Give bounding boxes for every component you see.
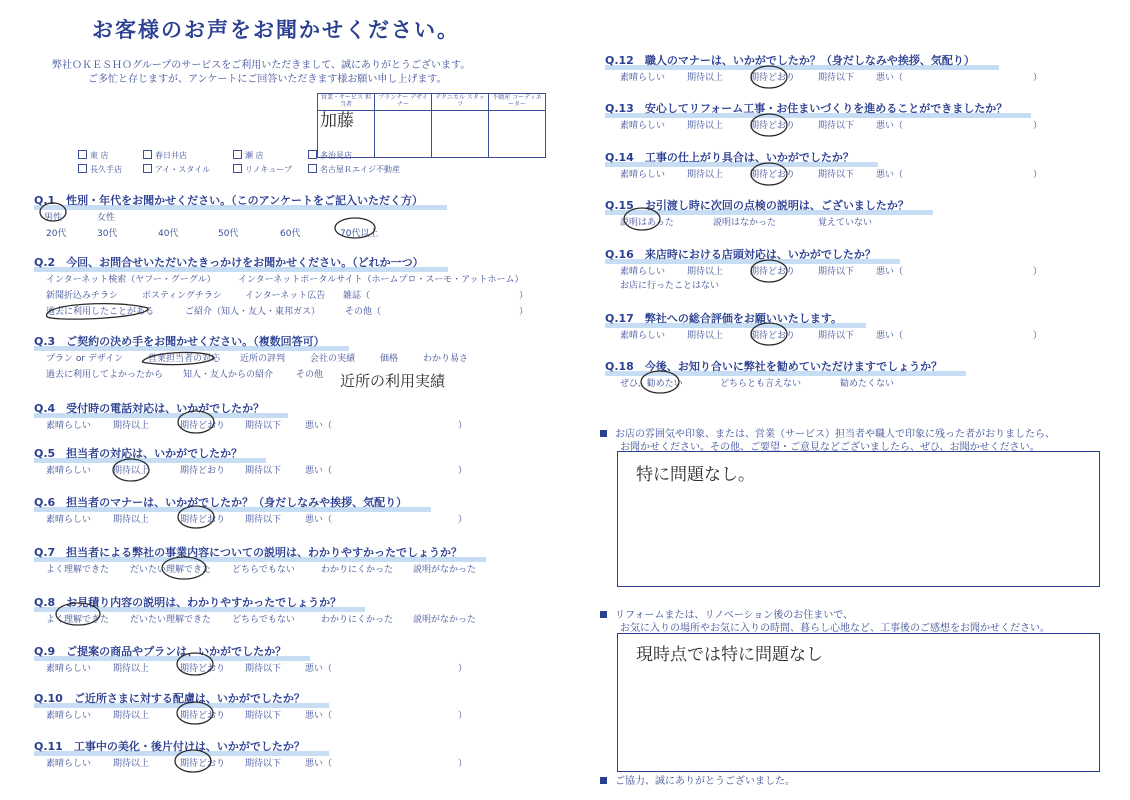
answer-option[interactable]: 悪い（ <box>305 421 333 431</box>
answer-option[interactable]: 60代 <box>280 229 301 239</box>
circle-mark <box>178 506 214 528</box>
answer-option[interactable]: 期待以上 <box>687 121 724 131</box>
answer-option[interactable]: 素晴らしい <box>620 331 666 341</box>
branch-label: 長久手店 <box>90 165 122 174</box>
answer-option[interactable]: 期待どおり <box>750 331 796 341</box>
question-3-label: Q.3 ご契約の決め手をお聞かせください。（複数回答可） <box>34 335 325 348</box>
answer-option[interactable]: 女性 <box>97 213 116 223</box>
answer-option[interactable]: 素晴らしい <box>46 711 92 721</box>
branch-label: 瀬 店 <box>245 151 264 160</box>
answer-option[interactable]: どちらでもない <box>232 565 295 575</box>
answer-option[interactable]: プラン or デザイン <box>46 354 124 364</box>
answer-option[interactable]: 悪い（ <box>876 73 904 83</box>
circle-mark <box>751 260 787 282</box>
question-1-label: Q.1 性別・年代をお聞かせください。（このアンケートをご記入いただく方） <box>34 194 424 207</box>
branch-label: 多治見店 <box>320 151 352 160</box>
circle-mark <box>175 750 211 772</box>
circle-mark <box>113 459 149 481</box>
question-9-label: Q.9 ご提案の商品やプランは、いかがでしたか？ <box>34 645 287 658</box>
answer-option[interactable]: わかりにくかった <box>321 565 394 575</box>
answer-option[interactable]: ぜひ、勧めたい <box>620 379 683 389</box>
circle-mark <box>56 603 100 625</box>
answer-option[interactable]: 期待以上 <box>687 73 724 83</box>
answer-option[interactable]: 悪い（ <box>876 331 904 341</box>
answer-option[interactable]: 素晴らしい <box>46 515 92 525</box>
circle-mark <box>40 203 66 221</box>
answer-option[interactable]: ） <box>519 307 529 317</box>
answer-option[interactable]: 説明がなかった <box>413 615 477 625</box>
answer-option[interactable]: 説明はあった <box>620 218 674 228</box>
answer-option[interactable]: ） <box>458 664 468 674</box>
answer-option[interactable]: 期待どおり <box>180 421 226 431</box>
question-13-label: Q.13 安心してリフォーム工事・お住まいづくりを進めることができましたか？ <box>605 102 1008 115</box>
answer-option[interactable]: 悪い（ <box>305 466 333 476</box>
answer-option[interactable]: わかり易さ <box>423 354 469 364</box>
answer-option[interactable]: 素晴らしい <box>620 267 666 277</box>
answer-option[interactable]: インターネットポータルサイト（ホームプロ・スーモ・アットホーム） <box>238 275 524 285</box>
comment2-prompt-line-1: リフォームまたは、リノベーション後のお住まいで、 <box>600 606 853 621</box>
comment1-prompt-line-2: お聞かせください。その他、ご要望・ご意見などございましたら、ぜひ、お聞かせください。 <box>620 442 1040 453</box>
circle-mark <box>751 163 787 185</box>
answer-option[interactable]: 営業担当者の対応 <box>148 354 221 364</box>
answer-option[interactable]: ） <box>1033 170 1043 180</box>
circle-mark <box>177 702 213 724</box>
answer-option[interactable]: 期待どおり <box>750 73 796 83</box>
question-15-label: Q.15 お引渡し時に次回の点検の説明は、ございましたか？ <box>605 199 909 212</box>
answer-option[interactable]: 期待以上 <box>113 711 150 721</box>
answer-option[interactable]: 価格 <box>380 354 399 364</box>
q3-other-answer[interactable]: 近所の利用実績 <box>340 372 446 390</box>
answer-option[interactable]: 期待以下 <box>245 711 282 721</box>
answer-option[interactable]: 素晴らしい <box>46 664 92 674</box>
answer-option[interactable]: 期待以上 <box>113 515 150 525</box>
answer-option[interactable]: インターネット検索（ヤフー・グーグル） <box>46 275 216 285</box>
staff-header-planner: プランナー デザイナー <box>375 94 432 111</box>
answer-option[interactable]: 悪い（ <box>305 711 333 721</box>
answer-option[interactable]: 期待どおり <box>750 170 796 180</box>
answer-option[interactable]: その他（ <box>345 307 382 317</box>
answer-option[interactable]: その他 <box>296 370 324 380</box>
branch-label: リノキューブ <box>245 165 292 174</box>
circle-mark <box>178 411 214 433</box>
answer-option[interactable]: ） <box>458 759 468 769</box>
answer-option[interactable]: 悪い（ <box>305 664 333 674</box>
question-10-label: Q.10 ご近所さまに対する配慮は、いかがでしたか？ <box>34 692 305 705</box>
circle-mark <box>641 371 679 393</box>
answer-option[interactable]: ） <box>1033 267 1043 277</box>
answer-option[interactable]: 悪い（ <box>876 170 904 180</box>
survey-title: お客様のお声をお聞かせください。 <box>92 18 460 42</box>
answer-option[interactable]: 悪い（ <box>876 267 904 277</box>
question-6-label: Q.6 担当者のマナーは、いかがでしたか？（身だしなみや挨拶、気配り） <box>34 496 408 509</box>
answer-option[interactable]: ） <box>1033 331 1043 341</box>
answer-option[interactable]: 近所の評判 <box>240 354 286 364</box>
answer-option[interactable]: ） <box>458 466 468 476</box>
answer-option[interactable]: 悪い（ <box>305 515 333 525</box>
answer-option[interactable]: 期待以上 <box>113 664 150 674</box>
answer-option[interactable]: インターネット広告 <box>245 291 326 301</box>
staff-value-sales[interactable]: 加藤 <box>318 110 375 157</box>
answer-option[interactable]: 期待以上 <box>113 759 150 769</box>
answer-option[interactable]: 50代 <box>218 229 239 239</box>
answer-option[interactable]: 新聞折込みチラシ <box>46 291 119 301</box>
answer-option[interactable]: 期待以下 <box>245 421 282 431</box>
circle-mark <box>335 218 375 238</box>
answer-option[interactable]: 素晴らしい <box>46 466 92 476</box>
answer-option[interactable]: 過去に利用したことがある <box>46 307 155 317</box>
answer-option[interactable]: 悪い（ <box>305 759 333 769</box>
answer-option[interactable]: 期待どおり <box>180 466 226 476</box>
question-2-label: Q.2 今回、お問合せいただいたきっかけをお聞かせください。（どれか一つ） <box>34 256 424 269</box>
answer-option[interactable]: 期待どおり <box>180 664 226 674</box>
answer-option[interactable]: よく理解できた <box>46 615 110 625</box>
circle-mark <box>177 653 213 675</box>
answer-option[interactable]: 素晴らしい <box>620 73 666 83</box>
answer-option[interactable]: 40代 <box>158 229 179 239</box>
answer-option[interactable]: わかりにくかった <box>321 615 394 625</box>
answer-option[interactable]: 素晴らしい <box>46 421 92 431</box>
answer-option[interactable]: 素晴らしい <box>620 121 666 131</box>
question-5-label: Q.5 担当者の対応は、いかがでしたか？ <box>34 447 243 460</box>
answer-option[interactable]: 期待以下 <box>818 73 855 83</box>
answer-option[interactable]: 70代以上 <box>340 229 379 239</box>
answer-option[interactable]: ポスティングチラシ <box>142 291 222 301</box>
answer-option[interactable]: ご紹介（知人・友人・東邦ガス） <box>185 307 321 317</box>
answer-option[interactable]: どちらとも言えない <box>720 379 802 389</box>
staff-header-realestate: 不動産 コーディネーター <box>489 94 546 111</box>
answer-option[interactable]: 雑誌（ <box>343 291 371 301</box>
question-11-label: Q.11 工事中の美化・後片付けは、いかがでしたか？ <box>34 740 305 753</box>
intro-line-1: 弊社ＯＫＥＳＨＯグループのサービスをご利用いただきまして、誠にありがとうございます。 <box>52 60 471 71</box>
answer-option[interactable]: 期待以上 <box>113 421 150 431</box>
branch-label: 春日井店 <box>155 151 187 160</box>
circle-mark <box>751 66 787 88</box>
answer-option[interactable]: 期待以下 <box>245 759 282 769</box>
answer-option[interactable]: ） <box>458 711 468 721</box>
answer-option[interactable]: ） <box>519 291 529 301</box>
answer-option[interactable]: 期待どおり <box>180 759 226 769</box>
question-12-label: Q.12 職人のマナーは、いかがでしたか？（身だしなみや挨拶、気配り） <box>605 54 975 67</box>
question-18-label: Q.18 今後、お知り合いに弊社を勧めていただけますでしょうか？ <box>605 360 943 373</box>
comment2-prompt-line-2: お気に入りの場所やお気に入りの時間、暮らし心地など、工事後のご感想をお聞かせください。 <box>620 623 1050 634</box>
question-8-label: Q.8 お見積り内容の説明は、わかりやすかったでしょうか？ <box>34 596 342 609</box>
answer-option[interactable]: だいたい理解できた <box>130 615 212 625</box>
branch-label: 東 店 <box>90 151 109 160</box>
question-7-label: Q.7 担当者による弊社の事業内容についての説明は、わかりやすかったでしょうか？ <box>34 546 462 559</box>
circle-mark <box>142 352 214 364</box>
answer-option[interactable]: 期待以上 <box>687 267 724 277</box>
question-17-label: Q.17 弊社への総合評価をお願いいたします。 <box>605 312 842 325</box>
comment1-answer: 特に問題なし。 <box>636 465 755 485</box>
answer-option[interactable]: 期待以上 <box>687 331 724 341</box>
answer-option[interactable]: ） <box>1033 73 1043 83</box>
answer-option[interactable]: 素晴らしい <box>620 170 666 180</box>
footer-thanks: ご協力、誠にありがとうございました。 <box>600 772 795 787</box>
answer-option[interactable]: 説明がなかった <box>413 565 477 575</box>
answer-option[interactable]: 悪い（ <box>876 121 904 131</box>
answer-option[interactable]: 20代 <box>46 229 67 239</box>
comment1-prompt-line-1: お店の雰囲気や印象、または、営業（サービス）担当者や職人で印象に残った者がおりましたら、 <box>600 425 1055 440</box>
answer-option[interactable]: 説明はなかった <box>713 218 777 228</box>
comment2-answer: 現時点では特に問題なし <box>636 645 823 665</box>
answer-option[interactable]: 期待以下 <box>818 121 855 131</box>
answer-option[interactable]: お店に行ったことはない <box>620 281 720 291</box>
answer-option[interactable]: 期待以上 <box>687 170 724 180</box>
question-14-label: Q.14 工事の仕上がり具合は、いかがでしたか？ <box>605 151 854 164</box>
question-16-label: Q.16 来店時における店頭対応は、いかがでしたか？ <box>605 248 876 261</box>
answer-option[interactable]: ） <box>458 421 468 431</box>
answer-option[interactable]: よく理解できた <box>46 565 110 575</box>
answer-option[interactable]: 覚えていない <box>818 218 873 228</box>
answer-option[interactable]: ） <box>1033 121 1043 131</box>
branch-label: 名古屋Ｒエイジ不動産 <box>320 165 400 174</box>
answer-option[interactable]: 30代 <box>97 229 118 239</box>
answer-option[interactable]: 期待どおり <box>750 267 796 277</box>
answer-option[interactable]: だいたい理解できた <box>130 565 212 575</box>
answer-option[interactable]: ） <box>458 515 468 525</box>
answer-option[interactable]: どちらでもない <box>232 615 295 625</box>
answer-option[interactable]: 会社の実績 <box>310 354 356 364</box>
answer-option[interactable]: 期待以下 <box>818 267 855 277</box>
staff-header-sales: 営業・サービス 担当者 <box>318 94 375 111</box>
answer-option[interactable]: 期待以上 <box>113 466 150 476</box>
staff-header-technical: テクニカル スタッフ <box>432 94 489 111</box>
answer-option[interactable]: 期待どおり <box>180 711 226 721</box>
answer-option[interactable]: 期待以下 <box>245 515 282 525</box>
intro-line-2: ご多忙と存じますが、アンケートにご回答いただきます様お願い申し上げます。 <box>88 74 447 85</box>
answer-option[interactable]: 知人・友人からの紹介 <box>183 370 274 380</box>
answer-option[interactable]: 素晴らしい <box>46 759 92 769</box>
answer-option[interactable]: 期待以下 <box>245 466 282 476</box>
circle-mark <box>751 114 787 136</box>
answer-option[interactable]: 勧めたくない <box>840 379 895 389</box>
circle-mark <box>624 208 660 230</box>
answer-option[interactable]: 期待以下 <box>245 664 282 674</box>
branch-label: アイ・スタイル <box>155 165 211 174</box>
answer-option[interactable]: 過去に利用してよかったから <box>46 370 164 380</box>
circle-mark <box>751 323 787 345</box>
answer-option[interactable]: 期待以下 <box>818 170 855 180</box>
circle-mark <box>162 557 206 579</box>
circle-mark <box>47 304 148 320</box>
answer-option[interactable]: 期待どおり <box>180 515 226 525</box>
answer-option[interactable]: 男性 <box>44 213 63 223</box>
answer-option[interactable]: 期待どおり <box>750 121 796 131</box>
question-4-label: Q.4 受付時の電話対応は、いかがでしたか？ <box>34 402 265 415</box>
answer-option[interactable]: 期待以下 <box>818 331 855 341</box>
